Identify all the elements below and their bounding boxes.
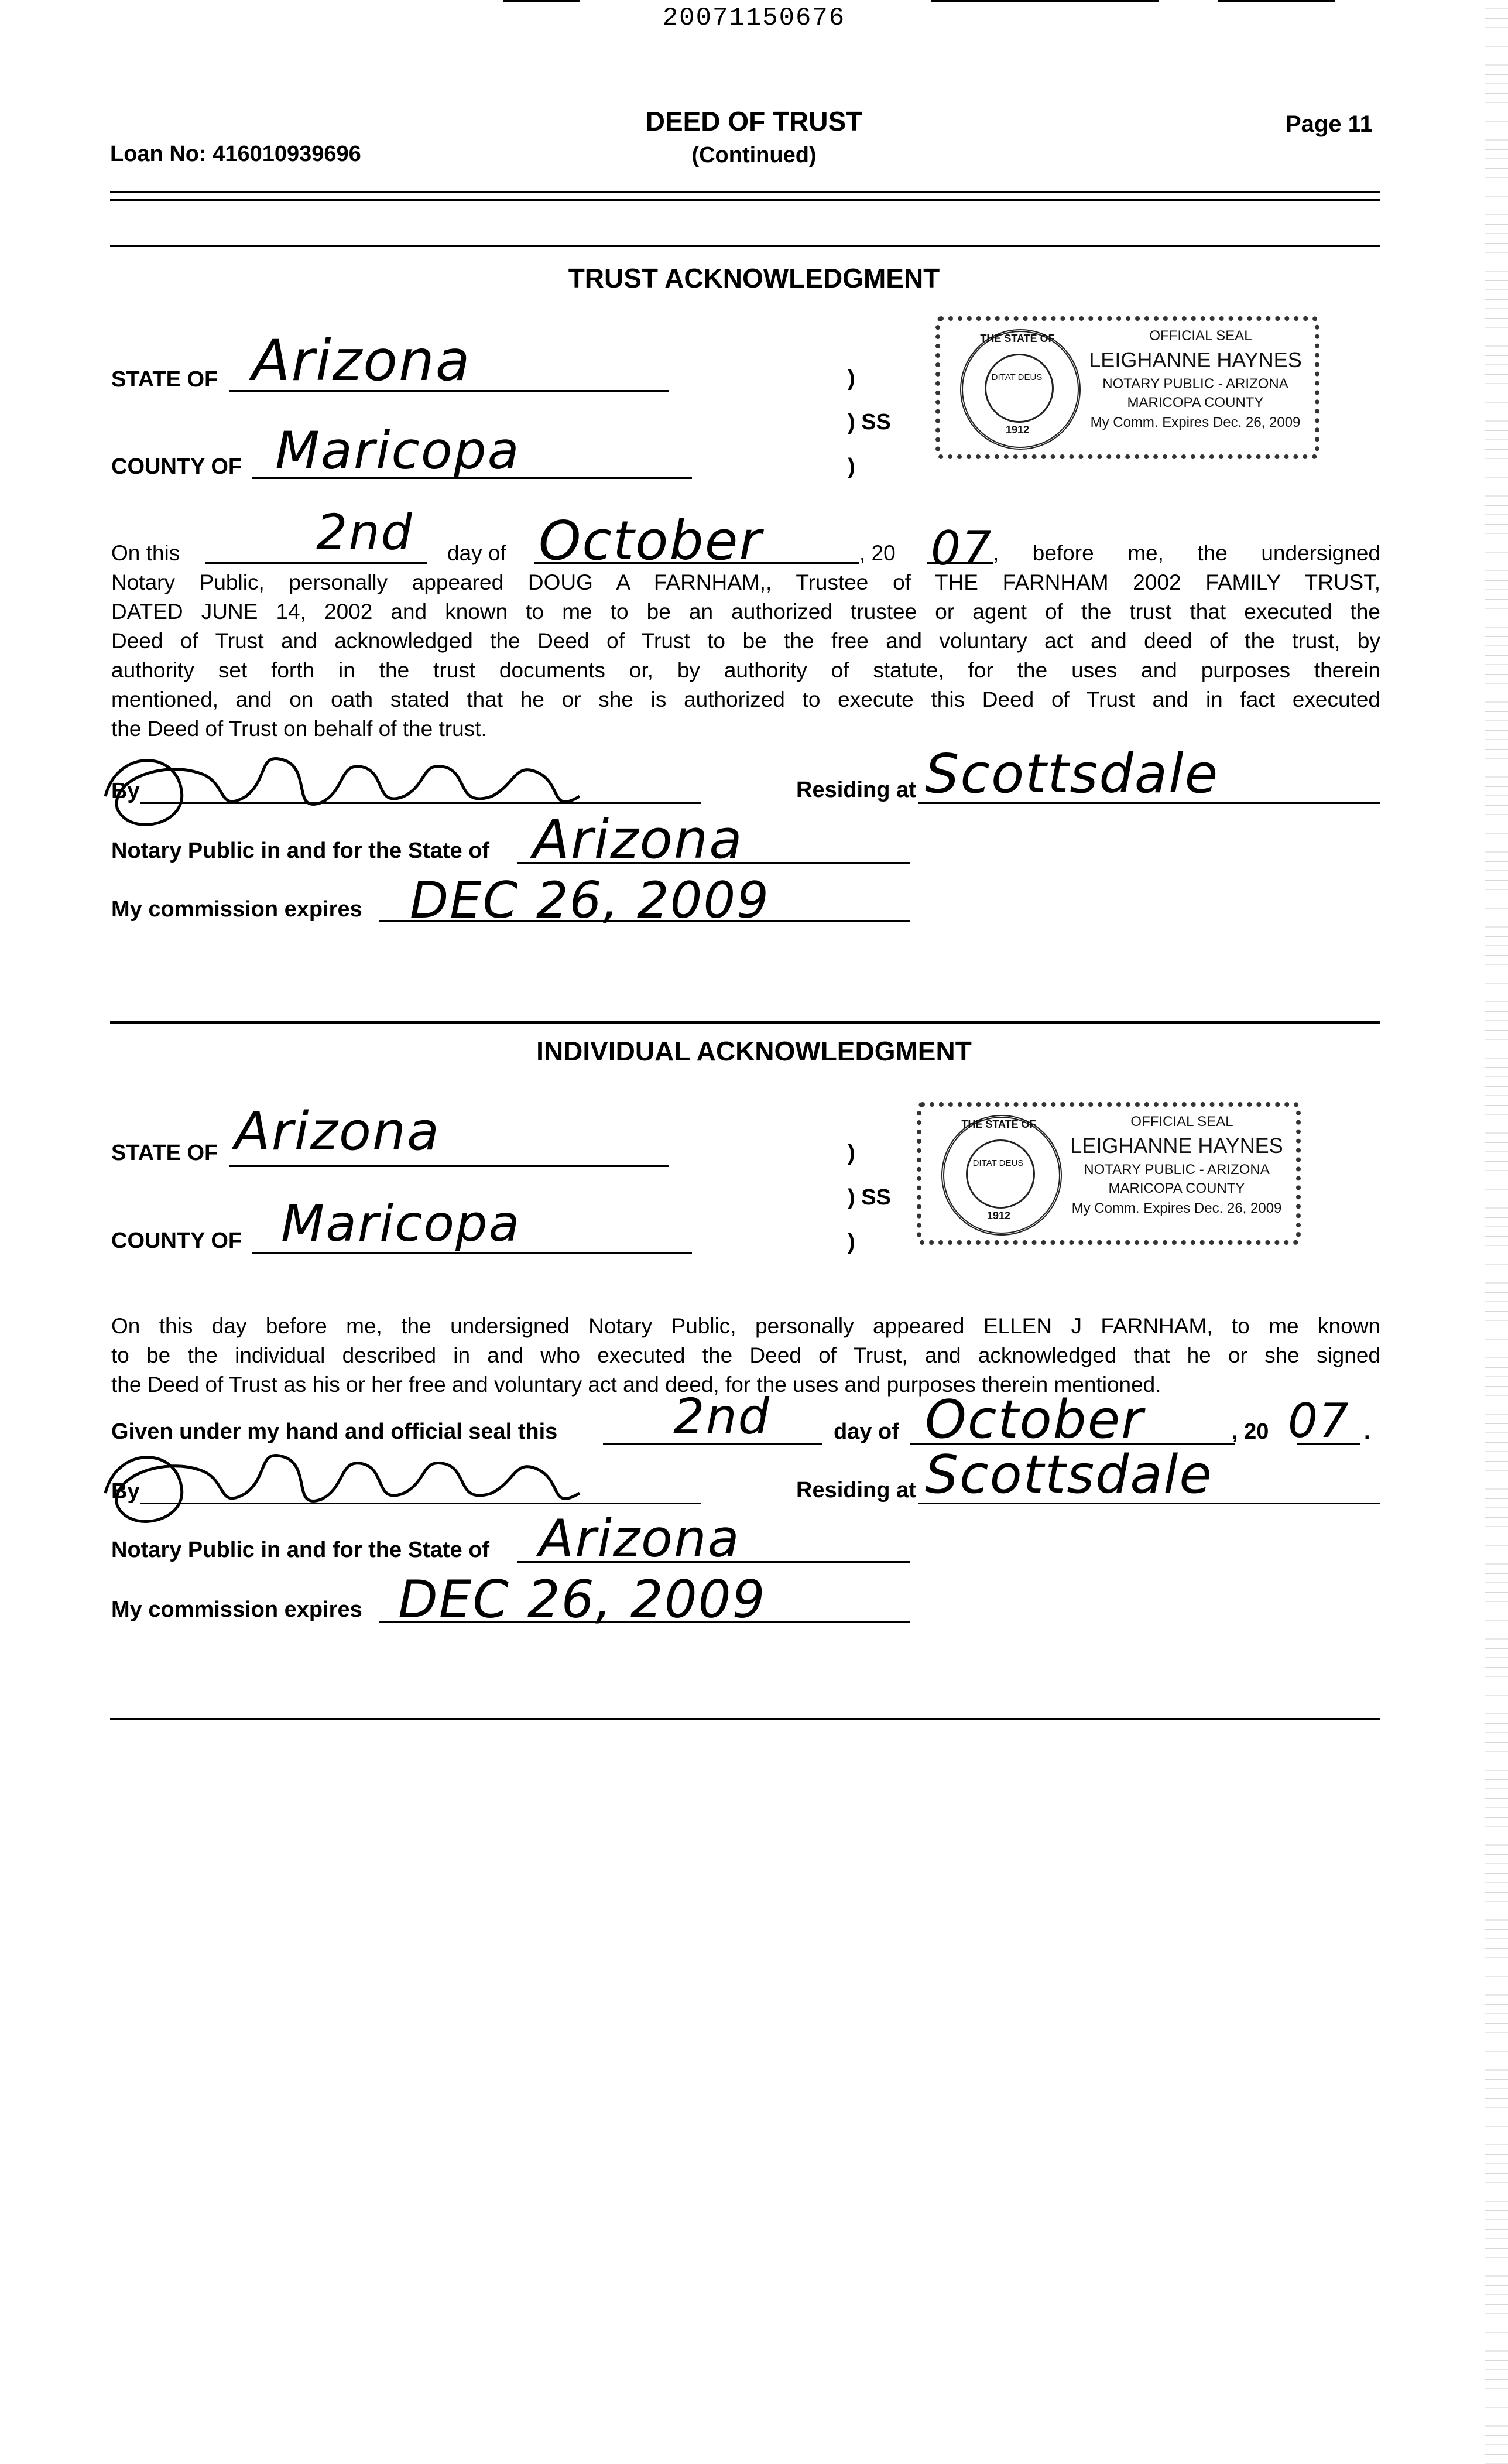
notary-seal <box>935 316 1320 459</box>
seal-emblem-year: 1912 <box>1005 424 1030 436</box>
trust-ack-body: DATED JUNE 14, 2002 and known to me to be an authorized trustee or agent of the trust that executed the <box>111 600 1380 624</box>
seal-county: MARICOPA COUNTY <box>1108 1180 1245 1196</box>
state-handwritten: Arizona <box>234 1101 441 1162</box>
state-seal-emblem <box>985 354 1054 423</box>
seal-expiration: My Comm. Expires Dec. 26, 2009 <box>1071 1200 1282 1216</box>
notary-seal <box>917 1102 1301 1245</box>
trust-ack-body: Notary Public, personally appeared DOUG A FARNHAM,, Trustee of THE FARNHAM 2002 FAMILY TRUST, <box>111 570 1380 594</box>
notary-state-label: Notary Public in and for the State of <box>111 839 490 863</box>
on-this-label: On this <box>111 541 180 565</box>
notary-state-label: Notary Public in and for the State of <box>111 1538 490 1562</box>
page-number: Page 11 <box>1286 111 1373 137</box>
section-rule <box>110 1718 1380 1720</box>
scan-edge-noise <box>1485 0 1508 2464</box>
day-of-label: day of <box>834 1419 899 1444</box>
residing-handwritten: Scottsdale <box>925 742 1219 805</box>
ss-bracket: ) <box>848 454 855 479</box>
month-handwritten: October <box>539 509 763 572</box>
seal-emblem-motto: DITAT DEUS <box>972 1158 1024 1168</box>
year-prefix: , 20 <box>859 541 896 565</box>
residing-label: Residing at <box>796 778 916 802</box>
county-label: COUNTY OF <box>111 454 242 479</box>
year-handwritten: 07 <box>931 521 993 576</box>
header-rule <box>110 199 1380 201</box>
state-label: STATE OF <box>111 367 218 392</box>
ss-label: ) SS <box>848 410 891 434</box>
trust-ack-body: Deed of Trust and acknowledged the Deed of Trust to be the free and voluntary act and deed of the trust, by <box>111 629 1380 653</box>
day-of-label: day of <box>447 541 506 565</box>
ss-bracket: ) <box>848 1230 855 1254</box>
state-label: STATE OF <box>111 1141 218 1165</box>
seal-emblem-motto: DITAT DEUS <box>991 372 1043 382</box>
top-edge-mark <box>1218 0 1335 2</box>
state-seal-emblem <box>966 1139 1035 1209</box>
seal-official-text: OFFICIAL SEAL <box>1130 1114 1233 1130</box>
seal-emblem-text: THE STATE OF <box>980 333 1055 344</box>
seal-notary-title: NOTARY PUBLIC - ARIZONA <box>1102 376 1288 392</box>
state-line <box>229 1165 669 1167</box>
top-edge-mark <box>931 0 1159 2</box>
residing-label: Residing at <box>796 1478 916 1503</box>
seal-notary-name: LEIGHANNE HAYNES <box>1070 1134 1283 1158</box>
trust-ack-body: the Deed of Trust on behalf of the trust. <box>111 717 487 741</box>
year-prefix: , 20 <box>1232 1419 1269 1444</box>
seal-emblem-year: 1912 <box>986 1210 1011 1221</box>
year-handwritten: 07 <box>1288 1394 1350 1448</box>
seal-expiration: My Comm. Expires Dec. 26, 2009 <box>1090 415 1301 430</box>
seal-official-text: OFFICIAL SEAL <box>1149 328 1252 344</box>
day-line <box>205 562 427 564</box>
notary-state-handwritten: Arizona <box>533 808 743 871</box>
ss-label: ) SS <box>848 1185 891 1210</box>
county-handwritten: Maricopa <box>281 1195 521 1253</box>
header-rule <box>110 191 1380 193</box>
before-me-text: , before me, the undersigned <box>993 541 1380 565</box>
section-rule <box>110 1021 1380 1024</box>
commission-handwritten: DEC 26, 2009 <box>410 871 770 930</box>
commission-handwritten: DEC 26, 2009 <box>398 1569 766 1630</box>
notary-state-handwritten: Arizona <box>539 1508 741 1569</box>
trust-ack-body: authority set forth in the trust documents or, by authority of statute, for the uses and purposes therein <box>111 658 1380 682</box>
individual-ack-heading: INDIVIDUAL ACKNOWLEDGMENT <box>536 1036 972 1066</box>
seal-emblem-text: THE STATE OF <box>961 1118 1036 1130</box>
individual-ack-body: the Deed of Trust as his or her free and voluntary act and deed, for the uses and purposes therein mentioned. <box>111 1373 1161 1397</box>
seal-notary-title: NOTARY PUBLIC - ARIZONA <box>1084 1162 1270 1178</box>
individual-ack-body: to be the individual described in and who executed the Deed of Trust, and acknowledged that he or she signed <box>111 1343 1380 1367</box>
individual-ack-body: On this day before me, the undersigned Notary Public, personally appeared ELLEN J FARNHAM, to me known <box>111 1314 1380 1338</box>
top-edge-mark <box>503 0 580 2</box>
document-subtitle: (Continued) <box>691 143 817 167</box>
county-handwritten: Maricopa <box>275 420 520 481</box>
by-label: By <box>111 779 140 803</box>
residing-handwritten: Scottsdale <box>925 1444 1213 1505</box>
commission-label: My commission expires <box>111 1597 362 1622</box>
trust-ack-body: mentioned, and on oath stated that he or she is authorized to execute this Deed of Trust and in fact executed <box>111 687 1380 711</box>
period: . <box>1364 1419 1370 1444</box>
trust-ack-heading: TRUST ACKNOWLEDGMENT <box>568 263 940 293</box>
by-label: By <box>111 1479 140 1504</box>
ss-bracket: ) <box>848 1141 855 1165</box>
state-handwritten: Arizona <box>252 328 471 393</box>
seal-notary-name: LEIGHANNE HAYNES <box>1089 348 1302 372</box>
recording-number: 20071150676 <box>662 4 846 33</box>
loan-number: Loan No: 416010939696 <box>110 142 361 166</box>
given-label: Given under my hand and official seal this <box>111 1419 558 1444</box>
county-label: COUNTY OF <box>111 1228 242 1253</box>
commission-label: My commission expires <box>111 897 362 922</box>
section-rule <box>110 245 1380 247</box>
seal-county: MARICOPA COUNTY <box>1127 395 1264 410</box>
day-handwritten: 2nd <box>673 1388 771 1445</box>
month-handwritten: October <box>925 1389 1144 1450</box>
document-title: DEED OF TRUST <box>645 106 863 136</box>
ss-bracket: ) <box>848 366 855 391</box>
day-handwritten: 2nd <box>316 504 414 561</box>
